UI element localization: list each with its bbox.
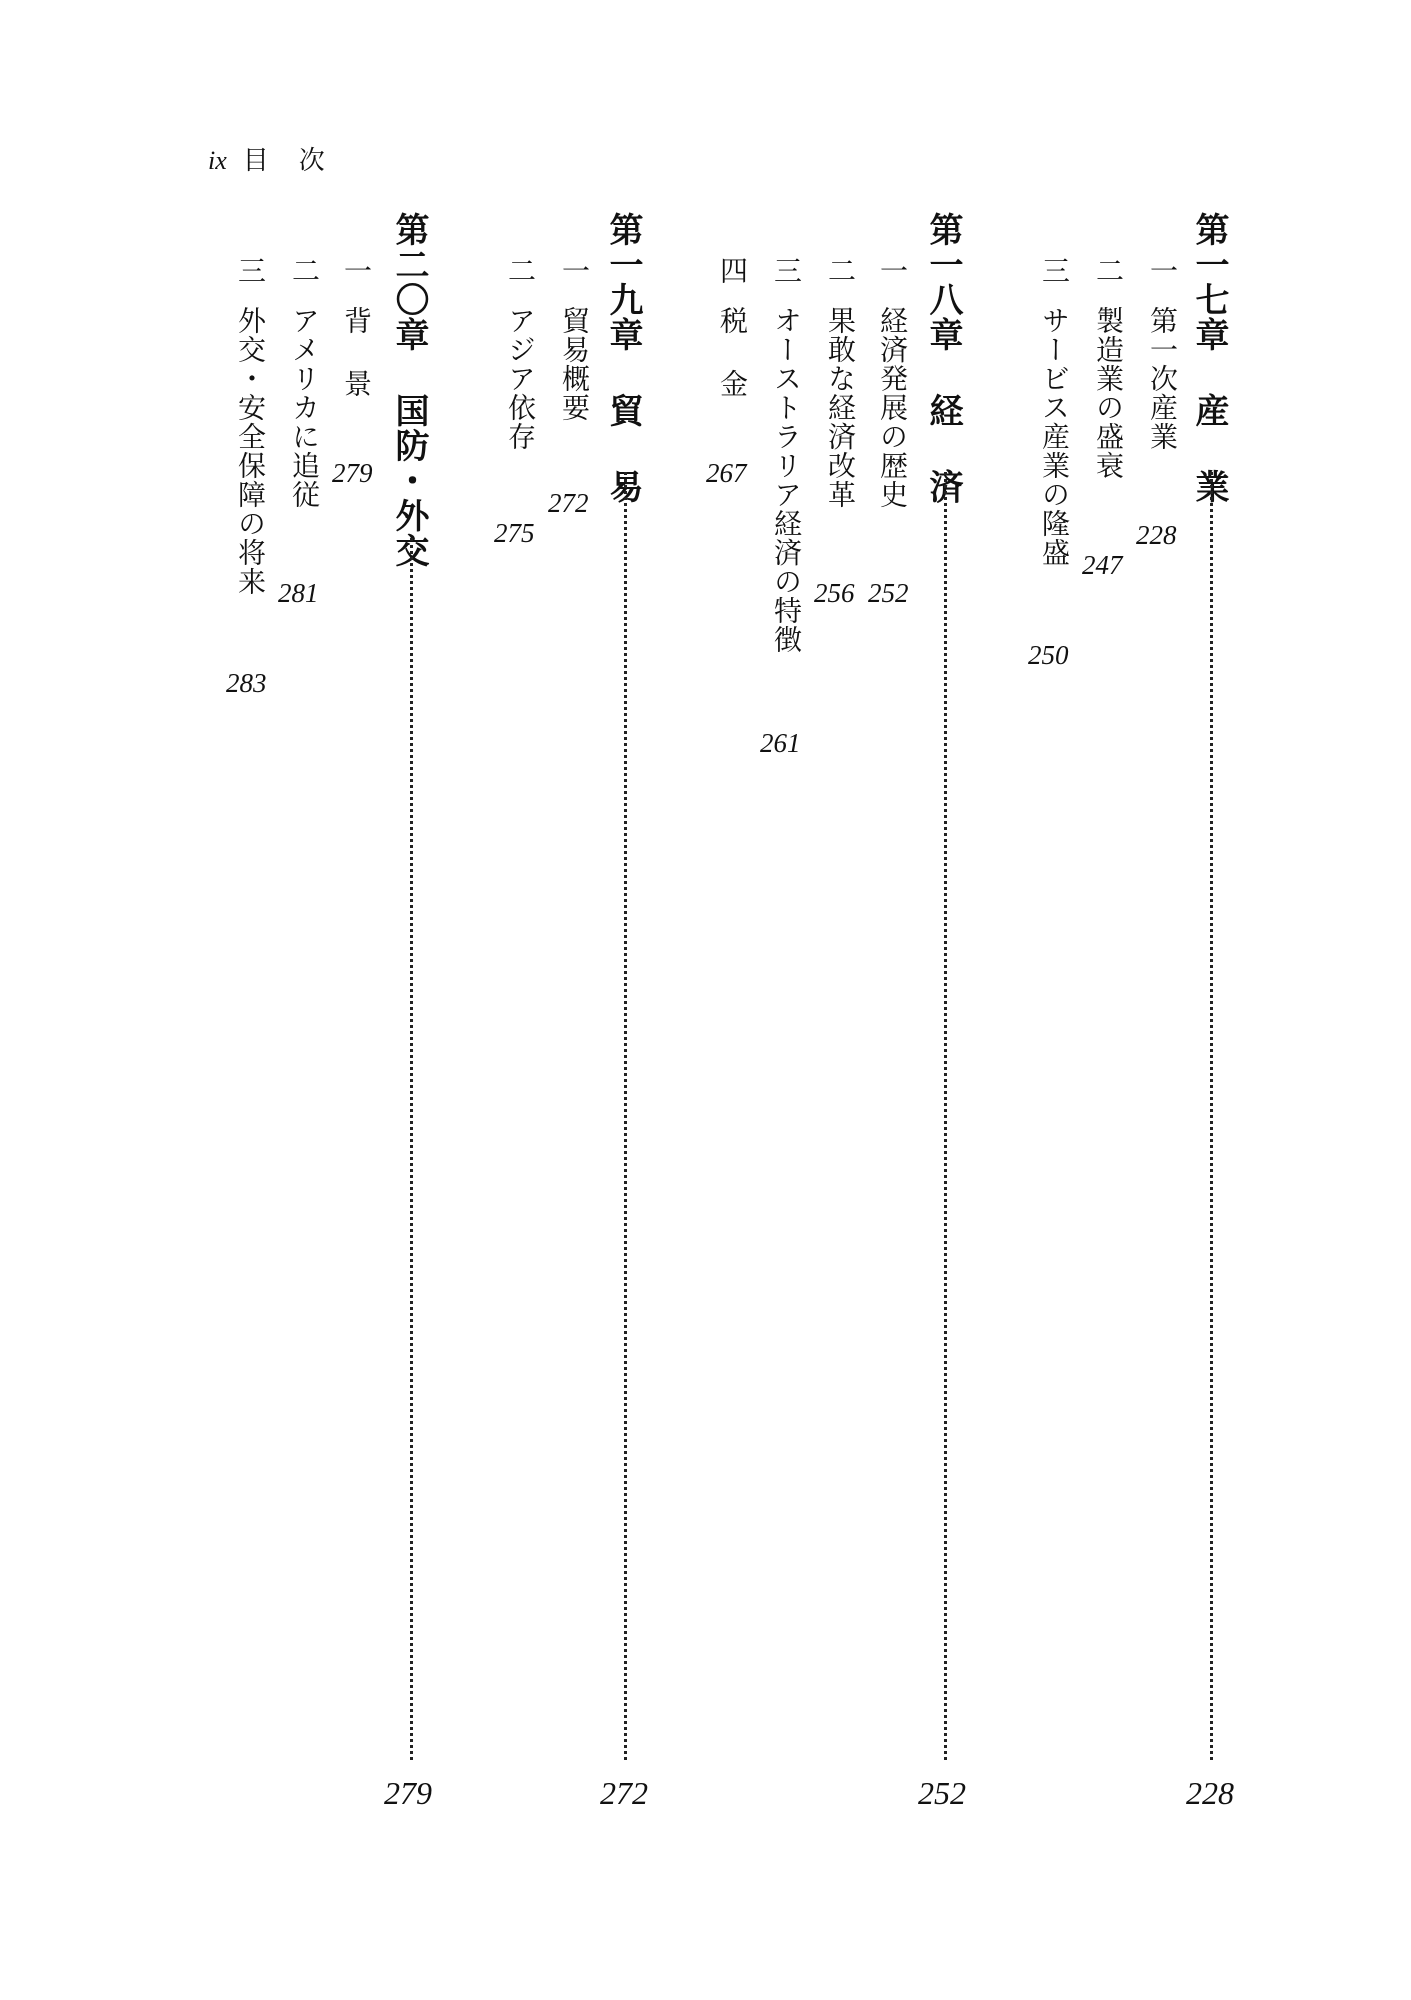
running-title: 目次: [242, 146, 355, 176]
dot-leader: [624, 472, 627, 1760]
section-title: 背 景: [340, 306, 373, 398]
section-page-number: 272: [548, 488, 589, 518]
section-number: 一: [1146, 256, 1179, 284]
section-number: 一: [340, 256, 373, 284]
section-title: 製造業の盛衰: [1092, 306, 1125, 480]
section-page-number: 267: [706, 458, 747, 488]
section-page-number: 275: [494, 518, 535, 548]
section-page-number: 256: [814, 578, 855, 608]
page-folio: ix: [208, 146, 227, 175]
section-number: 三: [770, 256, 803, 284]
section-title: 果敢な経済改革: [824, 306, 857, 509]
section-number: 一: [558, 256, 591, 284]
section-page-number: 252: [868, 578, 909, 608]
section-number: 一: [876, 256, 909, 284]
section-page-number: 279: [332, 458, 373, 488]
chapter-title: 第一九章 貿 易: [603, 212, 643, 504]
section-number: 三: [1038, 256, 1071, 284]
section-number: 二: [824, 256, 857, 284]
chapter-title: 第一八章 経 済: [923, 212, 963, 504]
section-page-number: 250: [1028, 640, 1069, 670]
section-title: 貿易概要: [558, 306, 591, 422]
section-number: 二: [288, 256, 321, 284]
section-number: 二: [1092, 256, 1125, 284]
section-title: サービス産業の隆盛: [1038, 306, 1071, 567]
section-page-number: 261: [760, 728, 801, 758]
section-number: 四: [716, 256, 749, 284]
section-number: 三: [234, 256, 267, 284]
section-number: 二: [504, 256, 537, 284]
section-title: 外交・安全保障の将来: [234, 306, 267, 596]
running-head: [208, 146, 355, 176]
section-page-number: 281: [278, 578, 319, 608]
chapter-page-number: 252: [918, 1775, 966, 1811]
dot-leader: [1210, 472, 1213, 1760]
chapter-page-number: 228: [1186, 1775, 1234, 1811]
chapter-title: 第二〇章 国防・外交: [389, 212, 429, 568]
section-page-number: 247: [1082, 550, 1123, 580]
chapter-page-number: 279: [384, 1775, 432, 1811]
section-title: 経済発展の歴史: [876, 306, 909, 509]
section-page-number: 283: [226, 668, 267, 698]
section-title: アジア依存: [504, 306, 537, 451]
section-title: 第一次産業: [1146, 306, 1179, 451]
section-title: 税 金: [716, 306, 749, 398]
chapter-page-number: 272: [600, 1775, 648, 1811]
section-title: アメリカに追従: [288, 306, 321, 509]
dot-leader: [410, 538, 413, 1760]
chapter-title: 第一七章 産 業: [1189, 212, 1229, 504]
section-page-number: 228: [1136, 520, 1177, 550]
dot-leader: [944, 472, 947, 1760]
section-title: オーストラリア経済の特徴: [770, 306, 803, 654]
